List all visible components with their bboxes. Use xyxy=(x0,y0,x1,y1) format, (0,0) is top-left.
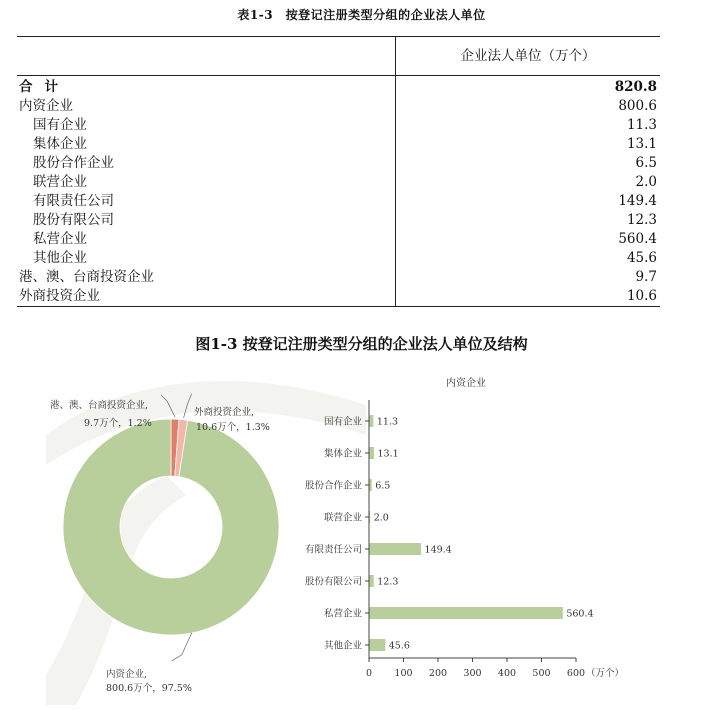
bar-value-label: 12.3 xyxy=(377,576,399,588)
bar-category-label: 国有企业 xyxy=(323,416,362,428)
table-row xyxy=(17,173,660,192)
bar-x-unit: （万个） xyxy=(586,668,625,679)
bar-value-label: 11.3 xyxy=(376,416,399,428)
bar-category-label: 集体企业 xyxy=(323,448,362,460)
bar xyxy=(370,447,375,459)
bar-category-label: 联营企业 xyxy=(323,512,362,524)
table-row xyxy=(17,76,660,98)
row-value: 11.3 xyxy=(396,116,661,135)
enterprise-table xyxy=(17,36,660,307)
bar-x-tick-label: 500 xyxy=(532,668,551,679)
row-name: 联营企业 xyxy=(33,174,87,190)
bar-value-label: 45.6 xyxy=(388,640,410,652)
bar-value-label: 149.4 xyxy=(424,544,452,556)
table-row xyxy=(17,287,660,307)
bar xyxy=(370,607,563,619)
donut-slice xyxy=(63,419,279,635)
row-value: 149.4 xyxy=(396,192,661,211)
row-value: 13.1 xyxy=(396,135,661,154)
row-name: 内资企业 xyxy=(19,98,73,114)
donut-label-hmt: 港、澳、台商投资企业, xyxy=(50,400,149,411)
bar-chart-title: 内资企业 xyxy=(446,378,486,389)
donut-label-foreign-value: 10.6万个，1.3% xyxy=(196,422,270,433)
donut-label-domestic: 内资企业, xyxy=(106,669,148,680)
bar-category-label: 有限责任公司 xyxy=(304,544,362,556)
header-name xyxy=(17,37,396,76)
table-header-row xyxy=(17,37,660,76)
row-name: 港、澳、台商投资企业 xyxy=(19,269,154,285)
row-value: 800.6 xyxy=(396,97,661,116)
bar xyxy=(370,415,374,427)
donut-label-domestic-value: 800.6万个，97.5% xyxy=(106,683,192,694)
table-row xyxy=(17,211,660,230)
table-row xyxy=(17,135,660,154)
chart-canvas xyxy=(46,375,676,705)
row-value: 560.4 xyxy=(396,230,661,249)
bar-value-label: 560.4 xyxy=(566,608,594,620)
bar-x-tick-label: 100 xyxy=(394,668,413,679)
header-value: 企业法人单位（万个） xyxy=(396,37,661,76)
bar-x-tick-label: 600 xyxy=(566,668,586,679)
row-name: 合计 xyxy=(19,79,70,95)
bar-chart xyxy=(305,376,624,679)
donut-leader-domestic xyxy=(172,633,192,661)
donut-label-foreign: 外商投资企业, xyxy=(194,407,255,418)
row-value: 45.6 xyxy=(396,249,661,268)
row-name: 国有企业 xyxy=(33,117,87,133)
table-row xyxy=(17,192,660,211)
table-row xyxy=(17,268,660,287)
row-name: 外商投资企业 xyxy=(17,287,396,307)
row-value: 10.6 xyxy=(396,287,661,307)
bar-category-label: 股份有限公司 xyxy=(304,576,362,588)
table-row xyxy=(17,249,660,268)
bar-x-tick-label: 0 xyxy=(365,668,373,679)
row-name: 有限责任公司 xyxy=(33,193,114,209)
row-value: 6.5 xyxy=(396,154,661,173)
figure-title: 图1-3 按登记注册类型分组的企业法人单位及结构 xyxy=(195,335,528,353)
row-value: 820.8 xyxy=(396,76,661,98)
bar-category-label: 股份合作企业 xyxy=(304,480,362,492)
row-value: 12.3 xyxy=(396,211,661,230)
chart-area xyxy=(46,375,676,705)
table-row xyxy=(17,116,660,135)
bar-value-label: 13.1 xyxy=(377,448,399,460)
row-name: 集体企业 xyxy=(33,136,87,152)
bar xyxy=(370,543,422,555)
row-name: 私营企业 xyxy=(33,231,87,247)
donut-label-hmt-value: 9.7万个，1.2% xyxy=(84,418,152,429)
bar xyxy=(370,479,372,491)
row-value: 9.7 xyxy=(396,268,661,287)
bar-x-tick-label: 300 xyxy=(463,668,482,679)
bar-value-label: 6.5 xyxy=(375,480,391,492)
bar-category-label: 私营企业 xyxy=(323,608,362,620)
table-row xyxy=(17,97,660,116)
row-name: 其他企业 xyxy=(33,250,87,266)
bar xyxy=(370,511,371,523)
row-name: 股份合作企业 xyxy=(33,155,114,171)
bar-x-tick-label: 200 xyxy=(428,668,448,679)
bar-x-tick-label: 400 xyxy=(497,668,517,679)
row-name: 股份有限公司 xyxy=(33,212,114,228)
bar xyxy=(370,575,374,587)
bar xyxy=(370,639,386,651)
bar-value-label: 2.0 xyxy=(373,512,389,524)
table-row xyxy=(17,154,660,173)
table-title: 表1-3 按登记注册类型分组的企业法人单位 xyxy=(237,8,486,22)
bar-category-label: 其他企业 xyxy=(323,640,362,652)
table-row xyxy=(17,230,660,249)
row-value: 2.0 xyxy=(396,173,661,192)
